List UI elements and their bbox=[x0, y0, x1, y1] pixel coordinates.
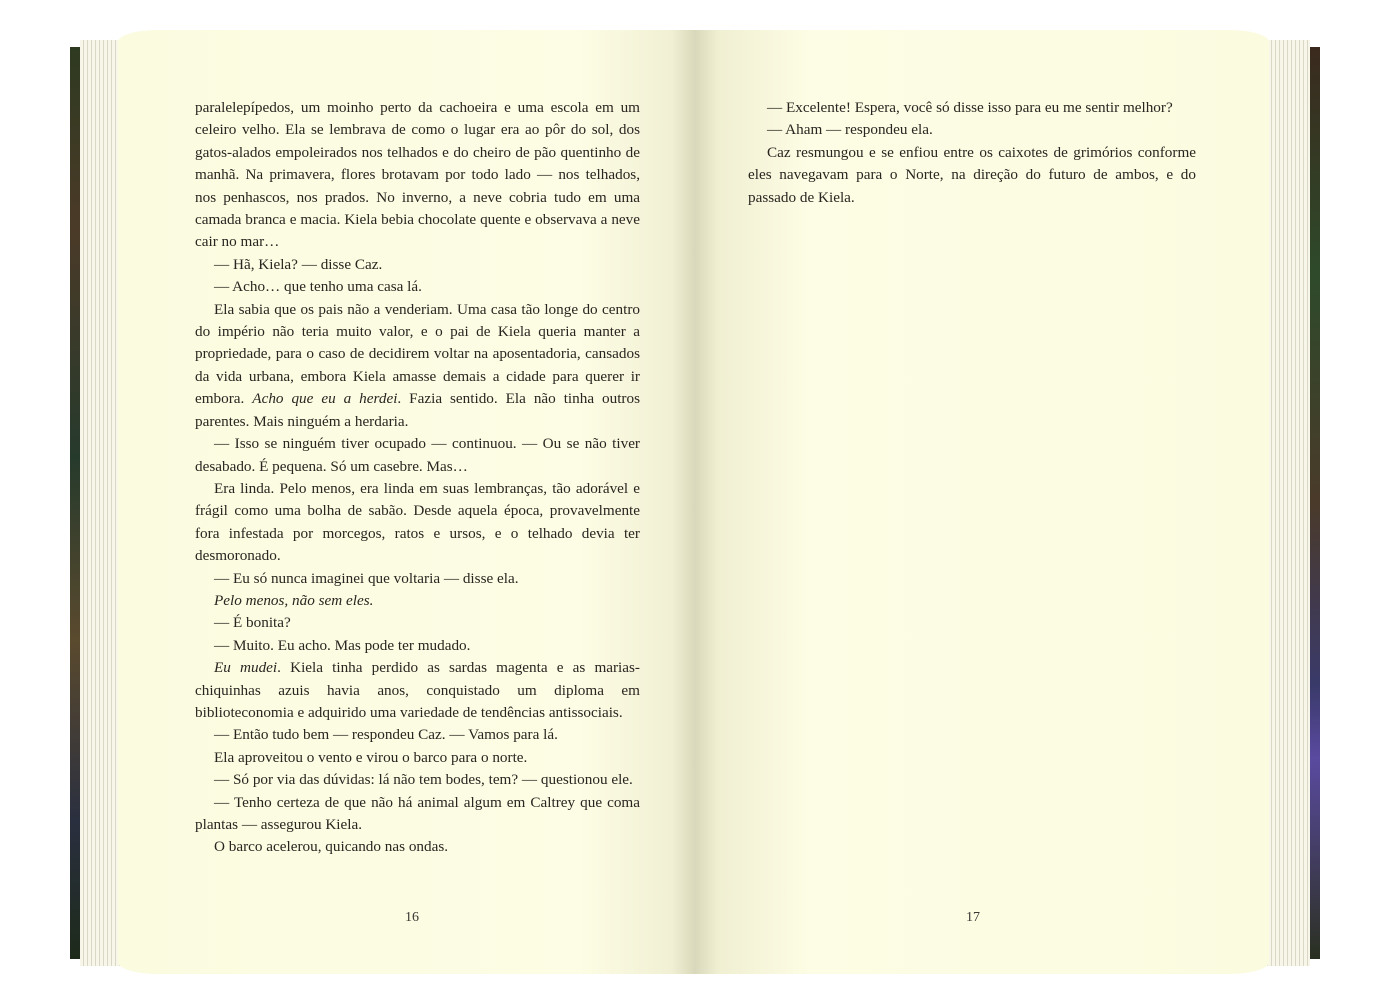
text-run: — Então tudo bem — respondeu Caz. — Vamos para lá. bbox=[214, 726, 558, 744]
text-run: Ela sabia que os pais não a venderiam. Uma casa tão longe do centro do império não teria muito valor, e o pai de Kiela queria manter a propriedade, para o caso de decidirem voltar na aposentadoria, cansados da vida urbana, embora Kiela amasse demais a cidade para querer ir embora. bbox=[195, 300, 640, 408]
text-run: . Fazia sentido. Ela não tinha outros parentes. Mais ninguém a herdaria. bbox=[195, 390, 640, 430]
paragraph bbox=[195, 836, 640, 858]
paragraph bbox=[195, 299, 640, 433]
paragraph bbox=[195, 747, 640, 769]
text-run: paralelepípedos, um moinho perto da cachoeira e uma escola em um celeiro velho. Ela se lembrava de como o lugar era ao pôr do sol, dos gatos-alados empoleirados nos telhados e do cheiro de pão quentinho de manhã. Na primavera, flores brotavam por todo lado — nos telhados, nos penhascos, nos prados. No inverno, a neve cobria tudo em uma camada branca e macia. Kiela bebia chocolate quente e observava a neve cair no mar… bbox=[195, 99, 640, 251]
text-run: — Aham — respondeu ela. bbox=[767, 121, 933, 139]
text-run: Ela aproveitou o vento e virou o barco para o norte. bbox=[214, 748, 528, 766]
text-run: — Hã, Kiela? — disse Caz. bbox=[214, 255, 383, 273]
page-edges-right bbox=[1264, 40, 1310, 966]
italic-run: Acho que eu a herdei bbox=[252, 390, 398, 408]
paragraph bbox=[748, 97, 1196, 119]
text-run: — Tenho certeza de que não há animal algum em Caltrey que coma plantas — assegurou Kiela. bbox=[195, 793, 640, 833]
paragraph bbox=[195, 769, 640, 791]
paragraph bbox=[195, 612, 640, 634]
page-number-left: 16 bbox=[405, 910, 419, 925]
paragraph bbox=[195, 590, 640, 612]
paragraph bbox=[195, 97, 640, 254]
italic-run: Pelo menos, não sem eles. bbox=[214, 591, 374, 609]
paragraph bbox=[195, 635, 640, 657]
paragraph bbox=[195, 792, 640, 837]
paragraph bbox=[195, 276, 640, 298]
right-page-text bbox=[748, 97, 1196, 209]
paragraph bbox=[748, 119, 1196, 141]
text-run: Era linda. Pelo menos, era linda em suas lembranças, tão adorável e frágil como uma bolha de sabão. Desde aquela época, provavelmente fora infestada por morcegos, ratos e ursos, e o telhado devia ter desmoronado. bbox=[195, 479, 640, 565]
paragraph bbox=[195, 657, 640, 724]
paragraph bbox=[195, 478, 640, 568]
text-run: — Excelente! Espera, você só disse isso para eu me sentir melhor? bbox=[767, 99, 1173, 116]
text-run: . Kiela tinha perdido as sardas magenta e as marias-chiquinhas azuis havia anos, conquistado um diploma em biblioteconomia e adquirido uma variedade de tendências antissociais. bbox=[195, 659, 640, 721]
italic-run: Eu mudei bbox=[214, 659, 278, 677]
text-run: — Só por via das dúvidas: lá não tem bodes, tem? — questionou ele. bbox=[214, 771, 633, 789]
text-run: — Isso se ninguém tiver ocupado — continuou. — Ou se não tiver desabado. É pequena. Só um casebre. Mas… bbox=[195, 435, 640, 475]
text-run: — É bonita? bbox=[214, 614, 291, 632]
paragraph bbox=[195, 254, 640, 276]
text-run: — Eu só nunca imaginei que voltaria — disse ela. bbox=[214, 569, 519, 587]
text-run: Caz resmungou e se enfiou entre os caixotes de grimórios conforme eles navegavam para o Norte, na direção do futuro de ambos, e do passado de Kiela. bbox=[748, 143, 1196, 206]
text-run: O barco acelerou, quicando nas ondas. bbox=[214, 838, 449, 856]
text-run: — Acho… que tenho uma casa lá. bbox=[214, 278, 422, 296]
paragraph bbox=[748, 142, 1196, 209]
paragraph bbox=[195, 724, 640, 746]
page-number-right: 17 bbox=[966, 910, 980, 925]
paragraph bbox=[195, 433, 640, 478]
text-run: — Muito. Eu acho. Mas pode ter mudado. bbox=[214, 636, 471, 654]
left-page-text bbox=[195, 97, 640, 859]
paragraph bbox=[195, 568, 640, 590]
